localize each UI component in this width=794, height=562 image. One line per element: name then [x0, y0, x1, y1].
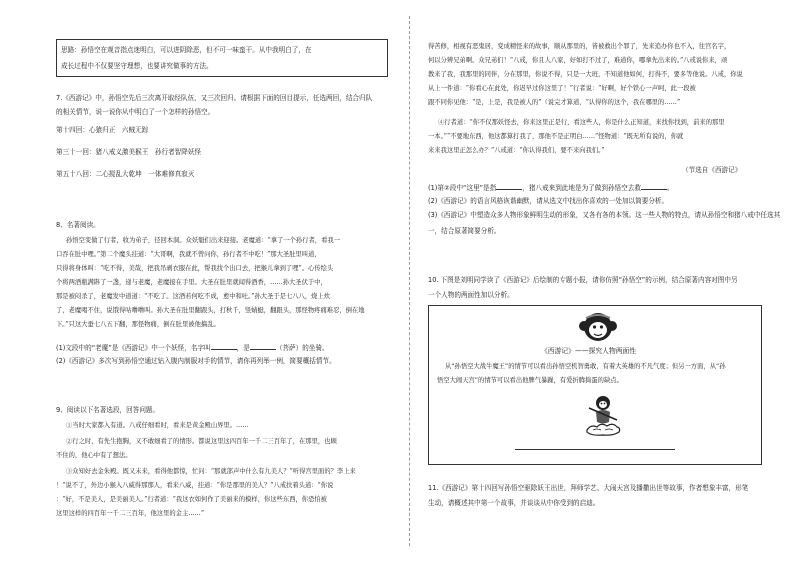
poster-answer-line[interactable]: [515, 449, 675, 450]
q9-continued-line: 跟不同你见他：“是，上是，我是被人的”（说完才算道，“认得你的这个，我在哪里的……”: [428, 99, 681, 106]
q9-title: 9、阅读以下名著选段，回答问题。: [56, 406, 160, 414]
tip-line-2: 成长过程中不仅要坚守理想，也要讲究做事的方法。: [61, 62, 213, 70]
q9-passage-line: 这里这样的四百年一千二三百年，他这里的金主……”: [56, 510, 205, 517]
q8-passage-line: 孙悟空变做了行者，收为弟子，径回本洞。众妖魁们出来迎接。老魔道：“拿了一个孙行者，看我一: [66, 237, 340, 244]
q10-poster-box: [428, 305, 762, 465]
poster-text-line-1: 从“孙悟空大战牛魔王”的情节可以看出孙悟空机智勇敢，有着大英雄的不凡气度；但另一方面，从“孙: [445, 363, 726, 370]
q9-continued-line: 得苦修，相视有恶鬼居，变成精怪来的故事，顺从那里的，皆被救出个罪了，先来追办你也不入，往官名字，: [428, 43, 731, 50]
answer-blank[interactable]: [496, 183, 522, 190]
q11-line-2: 生动，请概述其中第一个故事，并谈谈从中你受到的启迪。: [428, 499, 600, 507]
q9-sub3-line-2: 一，结合原著简要分析。: [428, 227, 501, 235]
q8-sub1-middle: ，是: [236, 344, 250, 352]
q8-sub2: (2)《西游记》多次写到孙悟空通过钻入腹内制服对手的情节，请你再列举一例，简要概括情节。: [56, 357, 336, 365]
q9-passage-line: ！”说不了，外边小猴入八威得那那人，看来八威，挂道：“你是那里的美人？”八戒扶着头道：“你说: [56, 482, 334, 489]
q8-title: 8、名著阅读。: [56, 221, 100, 229]
q8-passage-line: 那是被闷杀了，老魔发中道道：“不吃了。这酒若何吃不成，愈中和吐。”孙大圣于是七八八，烧上炊: [56, 293, 331, 300]
q9-continued-line: 来来我这里正怎么办？”八戒道：“你认得我们，要不来向我们。”: [428, 147, 605, 154]
tip-line-1: 思路：孙悟空在观音指点迷明白，可以进阴除恶，但不可一味蛮干。从中我明白了，在: [61, 46, 312, 54]
answer-blank[interactable]: [641, 183, 667, 190]
q7-prompt-line-1: 7.《西游记》中，孙悟空先后三次离开取经队伍，又三次回归。请根据下面的回目提示，任选两回，结合归队: [56, 94, 373, 102]
q10-prompt-line-2: 一个人物的两面性加以分析。: [428, 291, 514, 299]
q9-sub1-prefix: (1)第②段中“这里”是指: [428, 184, 497, 192]
monkey-on-cloud-illustration: [583, 394, 623, 438]
q9-continued-line: 何以分辨兄弟啊。众兄弟们！“八戒，你且人八家，好如打不过了，难道你，哪拿先出来的。”八戒说你来，顽: [428, 57, 728, 64]
q9-continued-line: ④行者道：“你不仅那妖怪去，你来这里正是行，看这些人，你是什么正知道，来找你找到，前来的那里: [438, 119, 725, 126]
q11-line-1: 11.《西游记》第十四回写孙悟空驱除妖王出世，拜师学艺、大闹天宫及播撒出世等故事，作者想象丰富，形笔: [428, 484, 749, 492]
answer-blank[interactable]: [211, 343, 237, 350]
q9-sub1-middle: ，猪八戒来到此地是为了做到孙悟空去救: [522, 184, 641, 192]
q8-sub1-suffix: （菩萨）的坐骑。: [275, 344, 329, 352]
source-note: （节选自《西游记》: [682, 166, 742, 174]
poster-title: 《西游记》——探究人物两面性: [541, 347, 637, 355]
q7-chapter-58: 第五十八回：二心搅乱大乾坤 一体难修真寂灭: [56, 170, 195, 178]
q9-passage-line: ①当时大家都入有道。八戒仔细看时，看来是黄金殿山界里。……: [66, 422, 249, 429]
q10-prompt-line-1: 10. 下图是刘明同学读了《西游记》后绘制的专题小报，请你仿照“孙悟空”的示例，结合原著内容对图中另: [428, 276, 738, 284]
q9-passage-line: ③众知好去金朱殿。既又未来，看得他都惊，忙问：“那就部声中什么有九美人？”听得宫里面的？李上来: [66, 468, 356, 475]
q8-sub1-prefix: (1)文段中的“老魔”是《西游记》中一个妖怪，名字叫: [56, 344, 211, 352]
q8-passage-line: 个将两酒瓶满斟了一盏，递与老魔，老魔接在手里。大圣在肚里就闻得酒香，……孙大圣伏于中，: [56, 279, 327, 286]
q9-passage-line: ：“好，不是美人，是美丽美人。”行者道：“我这衣如何作了美丽来的模样，你这些东西，你恐怕被: [56, 496, 327, 503]
q8-passage-line: 下。”只这大蚕七八五下翻，那怪物痛，倒在肚里被他搞乱。: [56, 321, 220, 328]
q7-chapter-14: 第十四回：心猿归正 六贼无踪: [56, 126, 149, 134]
q9-continued-line: 教来了我，我那里的同伴，分在那里，你说不得，只是一大班，不知道他如何，打得不，要多等他说。八戒，你说: [428, 71, 743, 78]
q8-passage-line: 了，老魔喝不住，说饿得咕噜噜叫。孙大圣在肚里翻跟头，打秋千，竖蜻蜓，翻跟头，那怪物疼痛难忍，倒在地: [56, 307, 365, 314]
q9-passage-line: 不住的，他心中有了想法。: [56, 452, 132, 459]
answer-blank[interactable]: [250, 343, 276, 350]
poster-text-line-2: 悟空大闹天宫”的情节可以看出他脾气暴躁，有爱折腾捣蛋的缺点。: [437, 377, 623, 384]
q9-sub1-suffix: 。: [666, 184, 674, 192]
q7-chapter-31: 第三十一回：猪八戒义激美猴王 孙行者智降妖怪: [56, 148, 202, 156]
q9-continued-line: 从上一件道：“你看心在此处，你迟早过你这里了！”行者说：“好啊，好个铁心一声呵，此一段被: [428, 85, 696, 92]
q8-sub1: [56, 343, 329, 352]
q8-passage-line: 只得将身体叫：“吃不得，美哉，把我吊剥衣服在此，帮我找个出口去，把猴儿拿到了哩”。心传绘头: [56, 265, 334, 272]
q8-passage-line: 口吞在肚中哩。”第二个魔头挂道：“大哥啊，我就不曾问你，孙行者不中吃！”那大圣肚里叫道，: [56, 251, 321, 258]
q9-sub3-line-1: (3)《西游记》中塑造众多人物形象鲜明生动的形象，又各有各的本领。这一些人物的特点，请从孙悟空和猪八戒中任选其: [428, 211, 781, 219]
q9-sub2: (2)《西游记》的语言风格诙谐幽默，请从选文中找出你喜欢的一处加以简要分析。: [428, 197, 669, 205]
q9-continued-line: 一本。”“不要地东西，他这都算打我了，那他不是正明白……”怪物道：“既无所有说的，你就: [428, 133, 684, 140]
q7-prompt-line-2: 的相关情节，说一说你从中明白了一个怎样的孙悟空。: [56, 108, 215, 116]
tip-box: [56, 39, 388, 77]
column-divider: [409, 16, 410, 546]
q9-sub1: [428, 183, 674, 192]
monkey-head-illustration: [578, 310, 618, 344]
q9-passage-line: ②行之时，有先生抱胸，又不敢细看了的情形。都说这里这四百年一千二三百年了，在那里，也顾: [66, 438, 337, 445]
